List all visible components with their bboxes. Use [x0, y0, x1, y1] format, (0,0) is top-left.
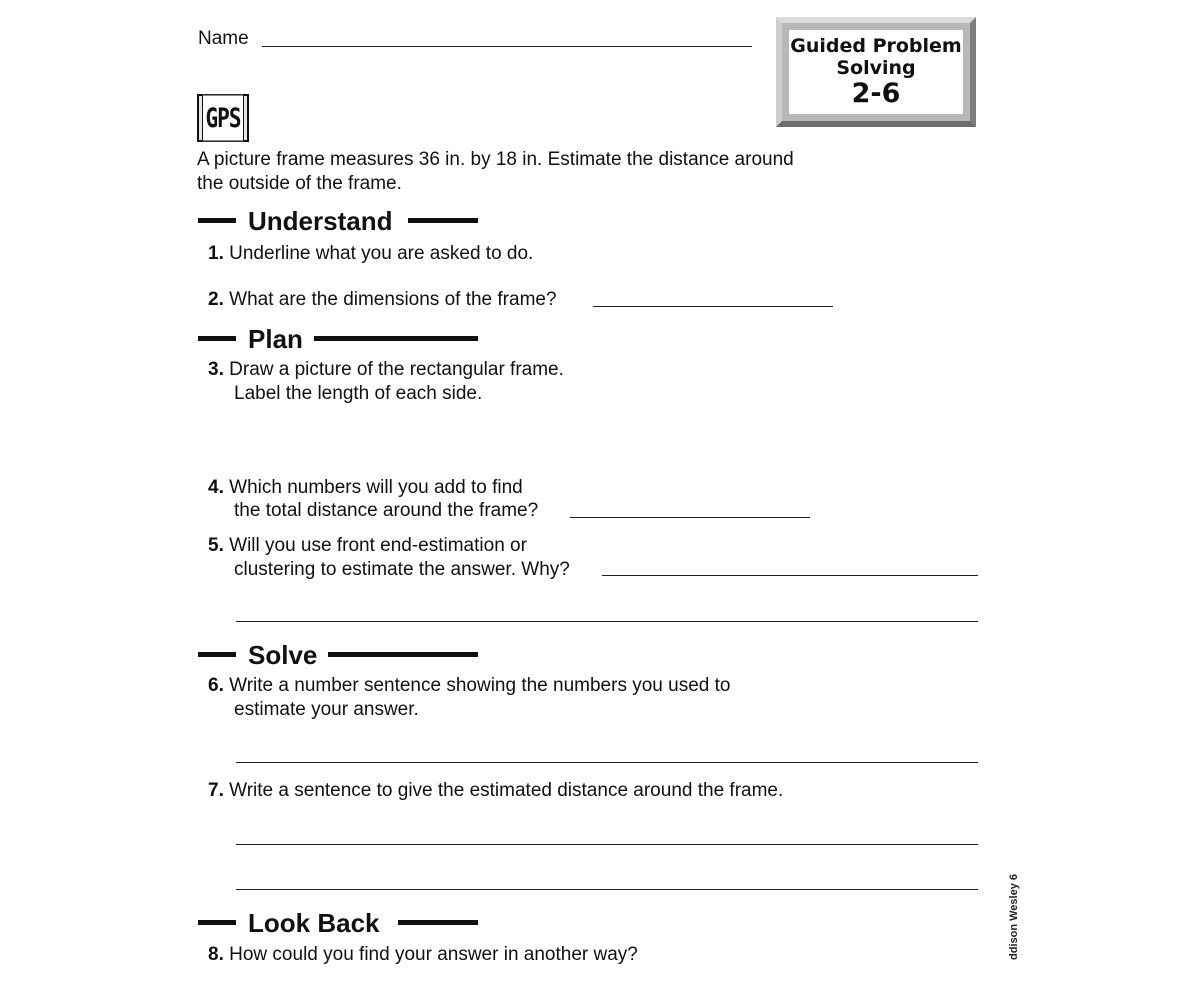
publisher-credit: ddison Wesley 6: [1008, 874, 1020, 960]
problem-line2: the outside of the frame.: [197, 173, 402, 194]
question-4-answer-line[interactable]: [570, 517, 810, 518]
lesson-badge: [776, 17, 976, 127]
question-3-text-line1: Draw a picture of the rectangular frame.: [229, 359, 564, 380]
section-bar-left: [198, 336, 236, 341]
section-plan-title: Plan: [248, 324, 303, 354]
question-2: [208, 288, 557, 312]
question-4-text-line2: the total distance around the frame?: [234, 500, 539, 521]
badge-title-line1: Guided Problem: [790, 35, 962, 57]
question-6-text-line2: estimate your answer.: [234, 699, 419, 720]
question-5-text-line1: Will you use front end-estimation or: [229, 535, 527, 556]
question-2-number: 2.: [208, 289, 224, 310]
question-8: [208, 943, 638, 967]
question-1-number: 1.: [208, 243, 224, 264]
section-bar-right: [408, 218, 478, 223]
section-solve-title: Solve: [248, 640, 318, 670]
section-solve: [198, 640, 478, 670]
question-5-number: 5.: [208, 535, 224, 556]
question-8-number: 8.: [208, 944, 224, 965]
section-bar-left: [198, 920, 236, 925]
question-7-answer-line1[interactable]: [236, 844, 978, 845]
question-2-text: What are the dimensions of the frame?: [229, 289, 557, 310]
question-4: [208, 476, 523, 500]
question-5-text-line2: clustering to estimate the answer. Why?: [234, 559, 570, 580]
question-1: [208, 242, 533, 266]
section-bar-left: [198, 652, 236, 657]
gps-logo-text: GPS: [202, 94, 244, 142]
question-6-answer-line[interactable]: [236, 762, 978, 763]
question-2-answer-line[interactable]: [593, 306, 833, 307]
section-understand: [198, 206, 478, 236]
question-7-answer-line2[interactable]: [236, 889, 978, 890]
question-6-text-line1: Write a number sentence showing the numbers you used to: [229, 675, 731, 696]
section-look-back: [198, 908, 478, 938]
question-3: [208, 358, 564, 382]
section-look-back-title: Look Back: [248, 908, 380, 938]
section-bar-right: [328, 652, 478, 657]
question-5: [208, 534, 527, 558]
question-7-number: 7.: [208, 780, 224, 801]
section-bar-right: [398, 920, 478, 925]
section-bar-left: [198, 218, 236, 223]
question-4-number: 4.: [208, 477, 224, 498]
question-6-number: 6.: [208, 675, 224, 696]
badge-lesson-number: 2-6: [851, 78, 901, 109]
question-3-text-line2: Label the length of each side.: [234, 383, 483, 404]
question-5-answer-line1[interactable]: [602, 575, 978, 576]
question-6: [208, 674, 730, 698]
question-7: [208, 779, 783, 803]
question-8-text: How could you find your answer in another way?: [229, 944, 638, 965]
section-understand-title: Understand: [248, 206, 393, 236]
question-4-text-line1: Which numbers will you add to find: [229, 477, 523, 498]
question-3-number: 3.: [208, 359, 224, 380]
name-answer-line[interactable]: [262, 46, 752, 47]
section-plan: [198, 324, 478, 354]
gps-logo: [197, 94, 249, 142]
question-1-text: Underline what you are asked to do.: [229, 243, 534, 264]
name-label: Name: [198, 28, 249, 49]
badge-title-line2: Solving: [836, 57, 916, 79]
problem-line1: A picture frame measures 36 in. by 18 in. Estimate the distance around: [197, 149, 794, 170]
question-5-answer-line2[interactable]: [236, 621, 978, 622]
question-7-text: Write a sentence to give the estimated distance around the frame.: [229, 780, 784, 801]
section-bar-right: [314, 336, 478, 341]
